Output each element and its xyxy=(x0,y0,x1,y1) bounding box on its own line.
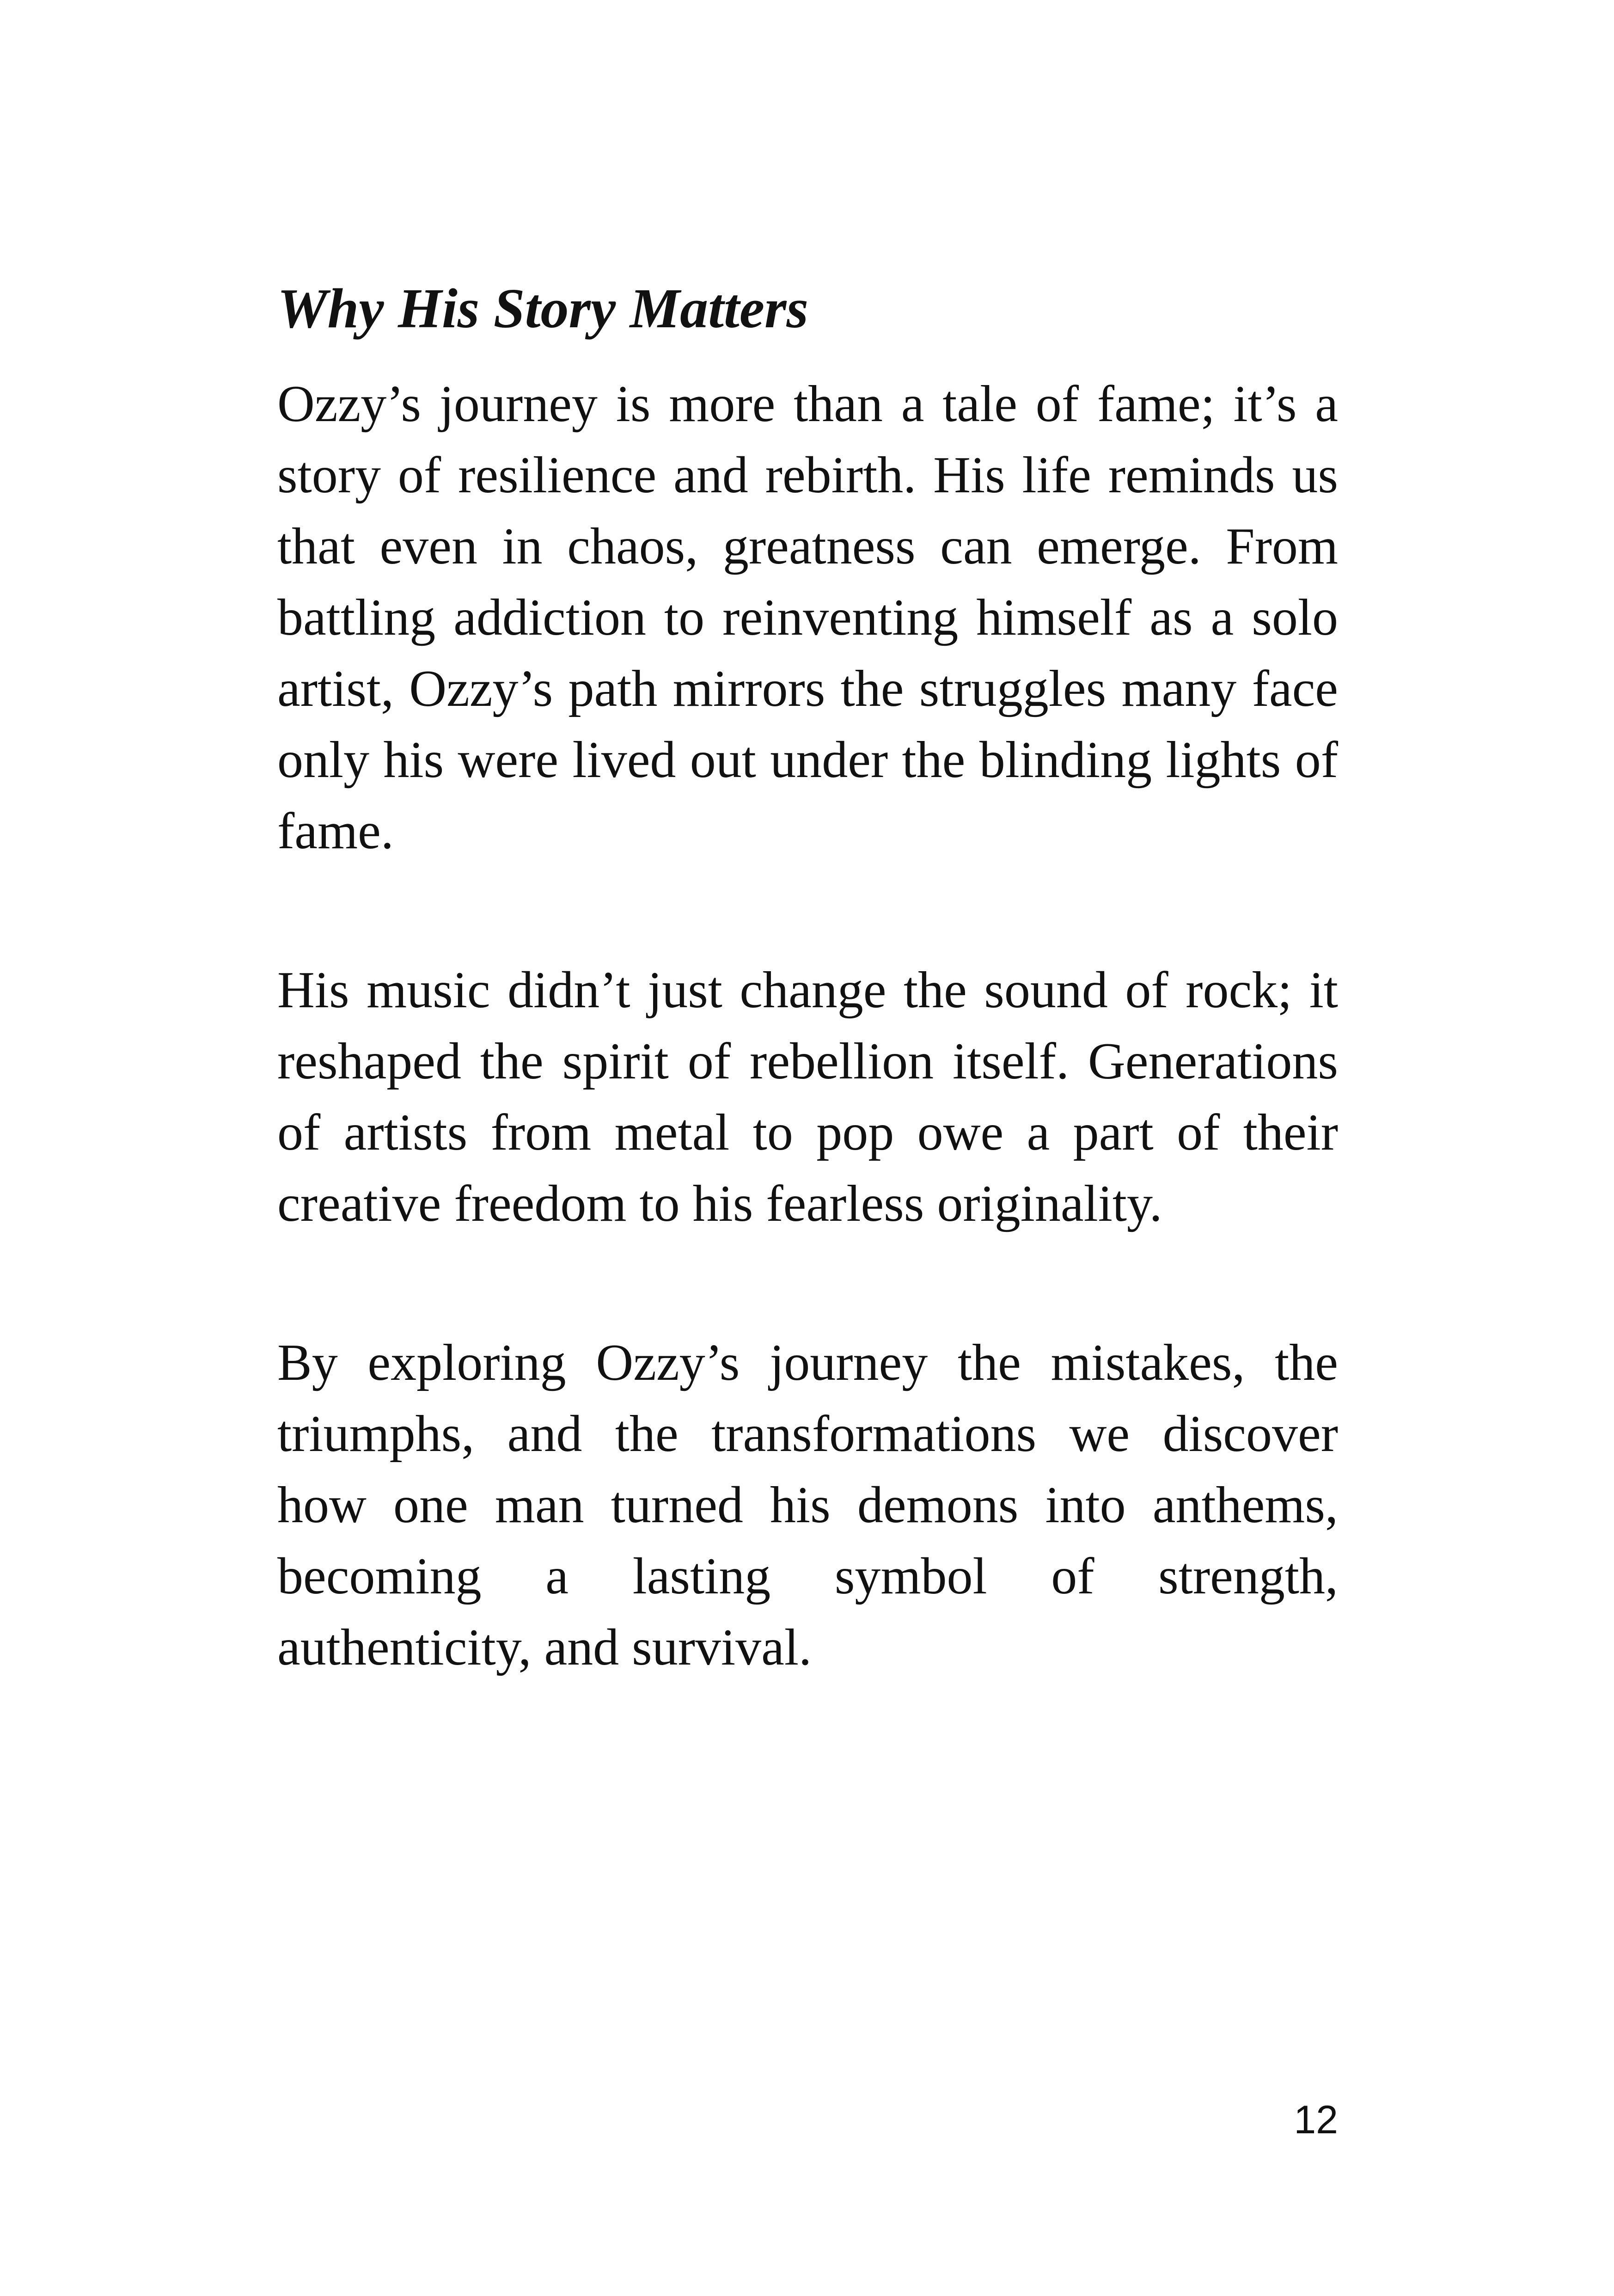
paragraph-3: By exploring Ozzy’s journey the mistakes, the triumphs, and the transformations we discover how one man turned his demons into anthems, becoming a lasting symbol of strength, authenticity, and survival. xyxy=(277,1334,1338,1677)
page-content xyxy=(277,275,1338,1771)
paragraph-1: Ozzy’s journey is more than a tale of fame; it’s a story of resilience and rebirth. His life reminds us that even in chaos, greatness can emerge. From battling addiction to reinventing himself as a solo artist, Ozzy’s path mirrors the struggles many face only his were lived out under the blinding lights of fame. xyxy=(277,375,1338,860)
paragraph-2: His music didn’t just change the sound of rock; it reshaped the spirit of rebellion itself. Generations of artists from metal to pop owe a part of their creative freedom to his fearless originality. xyxy=(277,961,1338,1233)
page-number: 12 xyxy=(1294,2098,1338,2142)
section-heading: Why His Story Matters xyxy=(277,277,808,340)
